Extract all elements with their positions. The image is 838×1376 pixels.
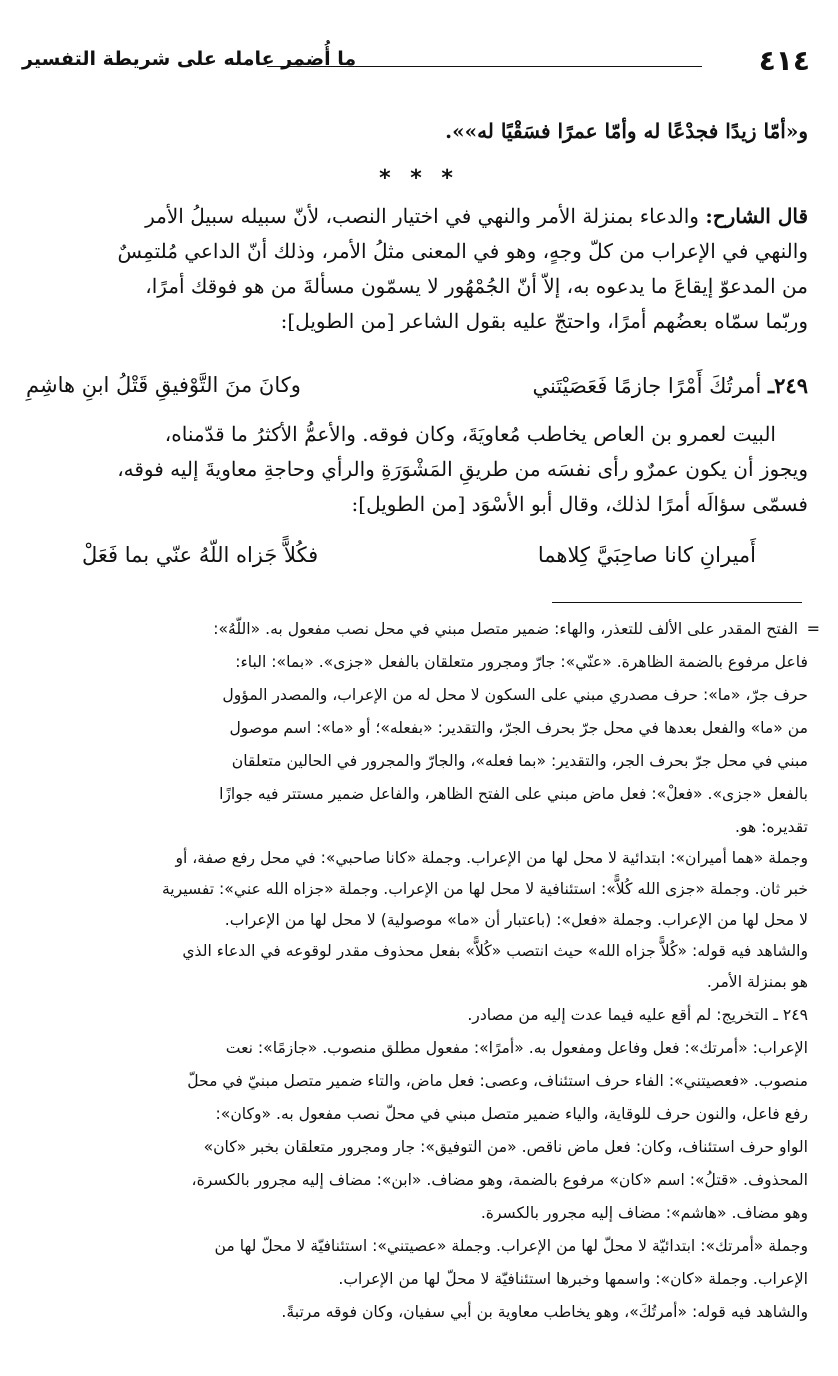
- footnote-line: رفع فاعل، والنون حرف للوقاية، والياء ضمير متصل مبني في محلّ نصب مفعول به. «وكان»:: [215, 1105, 808, 1123]
- continuation-mark: =: [806, 619, 820, 638]
- footnote-line: ٢٤٩ ـ التخريج: لم أقع عليه فيما عدت إليه من مصادر.: [467, 1006, 808, 1024]
- paragraph-line: وربّما سمّاه بعضُهم أمرًا، واحتجّ عليه بقول الشاعر [من الطويل]:: [280, 309, 808, 333]
- commentator-label: قال الشارح:: [705, 204, 808, 228]
- footnote-line: فاعل مرفوع بالضمة الظاهرة. «عنّي»: جارّ ومجرور متعلقان بالفعل «جزى». «بما»: الباء:: [235, 653, 808, 671]
- footnote-line: لا محل لها من الإعراب. وجملة «فعل»: (باعتبار أن «ما» موصولية) لا محل لها من الإعراب.: [224, 911, 808, 929]
- footnote-line: الإعراب. وجملة «كان»: واسمها وخبرها استئنافيّة لا محلّ لها من الإعراب.: [338, 1270, 808, 1288]
- footnote-line: من «ما» والفعل بعدها في محل جرّ بحرف الجرّ، والتقدير: «بفعله»؛ أو «ما»: اسم موصول: [229, 719, 808, 737]
- verse-2-first: أَميرانِ كانا صاحِبَيَّ كِلاهما: [537, 543, 756, 567]
- footnote-line: هو بمنزلة الأمر.: [706, 973, 808, 991]
- opening-line: و«أمّا زيدًا فجدْعًا له وأمّا عمرًا فسَقْيًا له»».: [445, 119, 808, 143]
- footnote-line: وجملة «أمرتك»: ابتدائيّة لا محلّ لها من الإعراب. وجملة «عصيتني»: استئنافيّة لا محلّ لها من: [214, 1237, 808, 1255]
- page-number: ٤١٤: [758, 44, 810, 77]
- footnote-line: منصوب. «فعصيتني»: الفاء حرف استئناف، وعصى: فعل ماض، والتاء ضمير متصل مبنيّ في محلّ: [187, 1072, 808, 1090]
- verse-2-second: فكُلاًّ جَزاه اللّهُ عنّي بما فَعَلْ: [82, 543, 319, 567]
- verse-249-first: [533, 373, 809, 398]
- footnote-line: والشاهد فيه قوله: «أمرتُكَ»، وهو يخاطب معاوية بن أبي سفيان، وكان فوقه مرتبةً.: [281, 1303, 808, 1321]
- verse-249-second: وكانَ منَ التَّوْفيقِ قَتْلُ ابنِ هاشِمِ: [26, 373, 301, 397]
- footnote-line: المحذوف. «قتلُ»: اسم «كان» مرفوع بالضمة، وهو مضاف. «ابن»: مضاف إليه مجرور بالكسرة،: [191, 1171, 808, 1189]
- paragraph-line: فسمّى سؤالَه أمرًا لذلك، وقال أبو الأسْوَد [من الطويل]:: [351, 492, 808, 516]
- footnote-line: مبني في محل جرّ بحرف الجر، والتقدير: «بما فعله»، والجارّ والمجرور في الحالين متعلقان: [231, 752, 808, 770]
- footnote-line: وهو مضاف. «هاشم»: مضاف إليه مجرور بالكسرة.: [480, 1204, 808, 1222]
- footnote-line: خبر ثان. وجملة «جزى الله كُلاًّ»: استئنافية لا محل لها من الإعراب. وجملة «جزاه الله عني»: تفسيرية: [161, 880, 808, 898]
- paragraph-line: والنهي في الإعراب من كلّ وجهٍ، وهو في المعنى مثلُ الأمر، وذلك أنّ الداعي مُلتمِسٌ: [117, 239, 808, 263]
- paragraph-line: ويجوز أن يكون عمرٌو رأى نفسَه من طريقِ المَشْوَرَةِ والرأي وحاجةِ معاويةَ إليه فوقه،: [117, 457, 808, 481]
- verse-number: ٢٤٩ـ: [768, 373, 808, 398]
- paragraph-text: والدعاء بمنزلة الأمر والنهي في اختيار النصب، لأنّ سبيله سبيلُ الأمر: [145, 204, 699, 228]
- paragraph-line: من المدعوّ إيقاعَ ما يدعوه به، إلاّ أنّ الجُمْهُور لا يسمّون مسألةَ من هو فوقك أمرًا،: [145, 274, 808, 298]
- verse-hemistich: أمرتُكَ أَمْرًا جازمًا فَعَصَيْتَني: [532, 374, 762, 398]
- footnote-line: حرف جرّ، «ما»: حرف مصدري مبني على السكون لا محل له من الإعراب، والمصدر المؤول: [222, 686, 808, 704]
- footnote-line: بالفعل «جزى». «فعلْ»: فعل ماض مبني على الفتح الظاهر، والفاعل ضمير مستتر فيه جوازًا: [219, 785, 808, 803]
- footnote-line: الفتح المقدر على الألف للتعذر، والهاء: ضمير متصل مبني في محل نصب مفعول به. «اللّهُ»:: [213, 620, 798, 638]
- paragraph-line: البيت لعمرو بن العاص يخاطب مُعاويَةَ، وكان فوقه. والأعمُّ الأكثرُ ما قدّمناه،: [164, 422, 776, 446]
- running-title: ما أُضمر عامله على شريطة التفسير: [22, 48, 357, 70]
- footnote-line: وجملة «هما أميران»: ابتدائية لا محل لها من الإعراب. وجملة «كانا صاحبي»: في محل رفع صفة، أو: [175, 849, 808, 867]
- footnote-line: والشاهد فيه قوله: «كُلاًّ جزاه الله» حيث انتصب «كُلاًّ» بفعل محذوف مقدر لوقوعه في الدعاء الذي: [182, 942, 808, 960]
- footnote-line: تقديره: هو.: [735, 818, 808, 836]
- footnote-line: الإعراب: «أمرتك»: فعل وفاعل ومفعول به. «أمرًا»: مفعول مطلق منصوب. «جازمًا»: نعت: [225, 1039, 808, 1057]
- footnote-separator: [552, 602, 802, 603]
- footnote-line: الواو حرف استئناف، وكان: فعل ماض ناقص. «من التوفيق»: جار ومجرور متعلقان بخبر «كان»: [203, 1138, 808, 1156]
- section-separator: * * *: [379, 166, 459, 191]
- page-header: [22, 44, 810, 84]
- paragraph-line: [145, 204, 808, 228]
